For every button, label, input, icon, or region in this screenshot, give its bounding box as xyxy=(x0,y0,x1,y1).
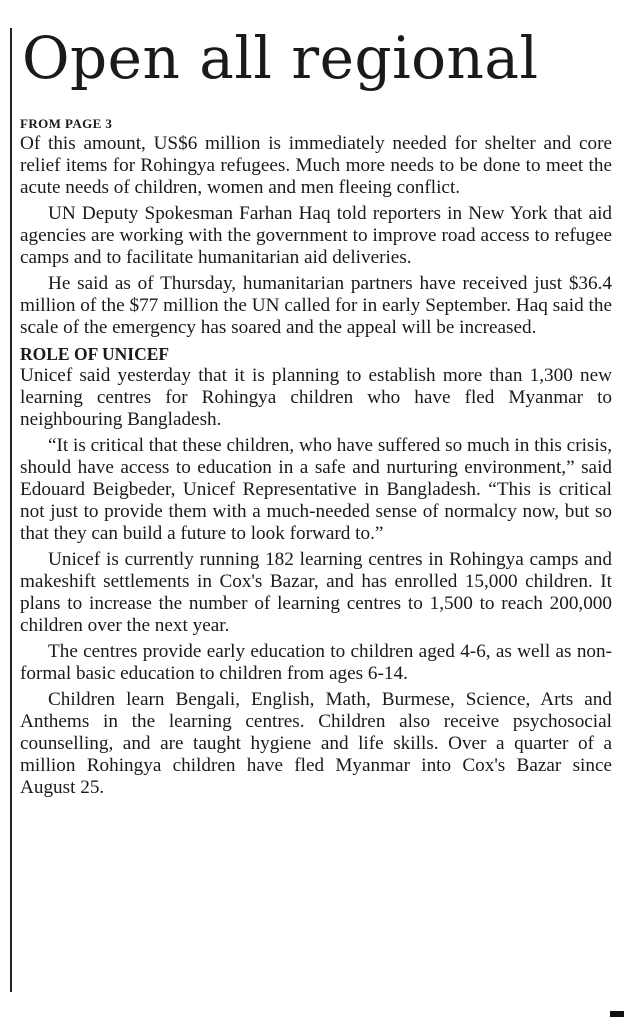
article-body xyxy=(20,115,612,803)
continuation-kicker: FROM PAGE 3 xyxy=(20,116,113,131)
paragraph-3: He said as of Thursday, humanitarian partners have received just $36.4 million of the $77 million the UN called for in early September. Haq said the scale of the emergency has soared and the appeal will be increased. xyxy=(20,273,612,338)
paragraph-7: The centres provide early education to children aged 4-6, as well as non-formal basic education to children from ages 6-14. xyxy=(20,641,612,684)
paragraph-2: UN Deputy Spokesman Farhan Haq told reporters in New York that aid agencies are working with the government to improve road access to refugee camps and to facilitate humanitarian aid deliveries. xyxy=(20,203,612,268)
paragraph-8: Children learn Bengali, English, Math, Burmese, Science, Arts and Anthems in the learning centres. Children also receive psychosocial counselling, and are taught hygiene and life skills. Over a quarter of a million Rohingya children have fled Myanmar into Cox's Bazar since August 25. xyxy=(20,689,612,798)
paragraph-6: Unicef is currently running 182 learning centres in Rohingya camps and makeshift settlements in Cox's Bazar, and has enrolled 15,000 children. It plans to increase the number of learning centres to 1,500 to reach 200,000 children over the next year. xyxy=(20,549,612,636)
paragraph-5: “It is critical that these children, who have suffered so much in this crisis, should have access to education in a safe and nurturing environment,” said Edouard Beigbeder, Unicef Representative in Bangladesh. “This is critical not just to provide them with a much-needed sense of normalcy now, but so that they can build a future to look forward to.” xyxy=(20,435,612,544)
headline: Open all regional xyxy=(22,24,539,92)
column-rule xyxy=(10,28,12,992)
corner-mark xyxy=(610,1011,624,1017)
paragraph-4: Unicef said yesterday that it is planning to establish more than 1,300 new learning centres for Rohingya children who have fled Myanmar to neighbouring Bangladesh. xyxy=(20,365,612,430)
subheading: ROLE OF UNICEF xyxy=(20,344,170,364)
paragraph-1: Of this amount, US$6 million is immediately needed for shelter and core relief items for Rohingya refugees. Much more needs to be done to meet the acute needs of children, women and men fleeing conflict. xyxy=(20,133,612,198)
